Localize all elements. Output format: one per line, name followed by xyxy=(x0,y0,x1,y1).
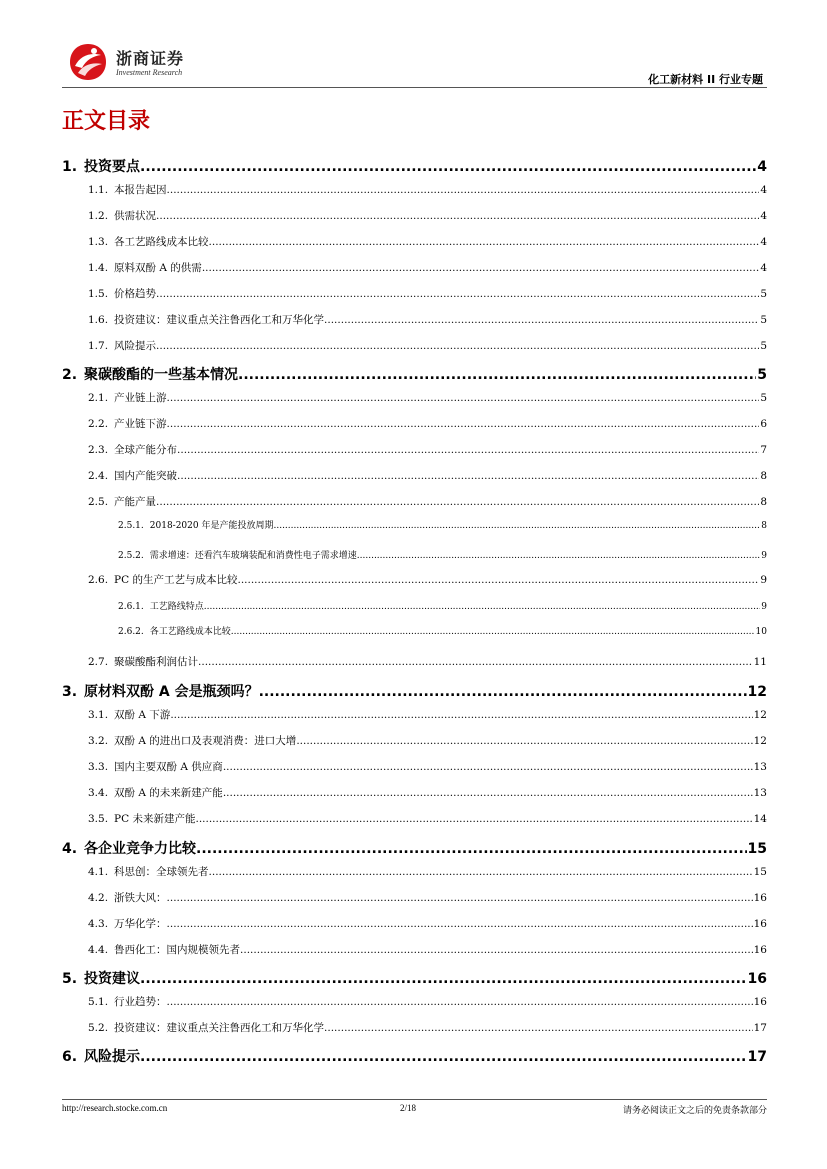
toc-entry[interactable] xyxy=(62,442,767,457)
toc-entry-label: 投资建议：建议重点关注鲁西化工和万华化学 xyxy=(114,1022,325,1034)
toc-entry-number: 1. xyxy=(62,159,78,175)
toc-leader-dots xyxy=(156,496,759,508)
toc-entry-page: 4 xyxy=(760,184,767,196)
toc-entry-label: 工艺路线特点 xyxy=(149,602,204,612)
toc-leader-dots xyxy=(156,340,759,352)
toc-leader-dots xyxy=(273,521,760,531)
toc-entry-page: 12 xyxy=(753,735,767,747)
toc-entry[interactable] xyxy=(62,681,767,701)
toc-entry-number: 3.2. xyxy=(88,735,109,747)
toc-entry-number: 4. xyxy=(62,841,78,857)
page-number: 2/18 xyxy=(400,1103,417,1113)
footer-url[interactable]: http://research.stocke.com.cn xyxy=(62,1103,168,1113)
toc-leader-dots xyxy=(167,418,760,430)
toc-entry[interactable] xyxy=(62,518,767,531)
toc-entry-number: 3.1. xyxy=(88,709,109,721)
toc-entry-number: 3.4. xyxy=(88,787,109,799)
toc-entry-number: 2.5.1. xyxy=(118,521,144,531)
toc-entry[interactable] xyxy=(62,890,767,905)
toc-leader-dots xyxy=(324,314,759,326)
toc-entry-number: 2.5.2. xyxy=(118,551,144,561)
toc-entry-number: 3.3. xyxy=(88,761,109,773)
toc-entry-page: 12 xyxy=(753,709,767,721)
toc-entry[interactable] xyxy=(62,864,767,879)
toc-entry[interactable] xyxy=(62,234,767,249)
toc-entry-number: 4.1. xyxy=(88,866,109,878)
toc-leader-dots xyxy=(198,656,753,668)
toc-entry-page: 9 xyxy=(760,574,767,586)
toc-entry-label: 国内产能突破 xyxy=(114,470,178,482)
toc-entry-number: 1.5. xyxy=(88,288,109,300)
toc-entry-label: 各工艺路线成本比较 xyxy=(114,236,209,248)
toc-leader-dots xyxy=(140,1049,747,1065)
toc-entry[interactable] xyxy=(62,733,767,748)
toc-leader-dots xyxy=(296,735,752,747)
toc-leader-dots xyxy=(204,602,760,612)
toc-entry-label: 产业链上游 xyxy=(114,392,167,404)
toc-entry-page: 17 xyxy=(753,1022,767,1034)
toc-entry-label: 聚碳酸酯的一些基本情况 xyxy=(84,367,238,383)
toc-entry[interactable] xyxy=(62,785,767,800)
toc-entry[interactable] xyxy=(62,942,767,957)
toc-entry-label: 投资建议：建议重点关注鲁西化工和万华化学 xyxy=(114,314,325,326)
toc-entry-label: 浙铁大风： xyxy=(114,892,167,904)
toc-entry-number: 5. xyxy=(62,971,78,987)
toc-entry-number: 2. xyxy=(62,367,78,383)
toc-entry-number: 1.7. xyxy=(88,340,109,352)
toc-leader-dots xyxy=(324,1022,753,1034)
toc-leader-dots xyxy=(140,159,756,175)
toc-entry-number: 4.3. xyxy=(88,918,109,930)
toc-entry-number: 4.4. xyxy=(88,944,109,956)
toc-leader-dots xyxy=(223,761,753,773)
toc-entry[interactable] xyxy=(62,759,767,774)
toc-leader-dots xyxy=(167,184,760,196)
toc-entry[interactable] xyxy=(62,494,767,509)
toc-entry-number: 2.6. xyxy=(88,574,109,586)
toc-entry-page: 4 xyxy=(760,236,767,248)
toc-leader-dots xyxy=(209,866,753,878)
toc-entry-label: 产能产量 xyxy=(114,496,157,508)
toc-entry-label: 需求增速：还看汽车玻璃装配和消费性电子需求增速 xyxy=(149,551,357,561)
toc-entry[interactable] xyxy=(62,968,767,988)
toc-leader-dots xyxy=(238,367,756,383)
footer-disclaimer: 请务必阅读正文之后的免责条款部分 xyxy=(622,1106,767,1116)
toc-entry-page: 5 xyxy=(757,367,767,383)
brand-subtitle: Investment Research xyxy=(116,68,183,77)
toc-entry-label: 双酚 A 下游 xyxy=(114,709,171,721)
toc-leader-dots xyxy=(177,444,759,456)
toc-entry[interactable] xyxy=(62,182,767,197)
toc-leader-dots xyxy=(259,684,747,700)
toc-entry-page: 13 xyxy=(753,761,767,773)
toc-entry-label: 价格趋势 xyxy=(114,288,157,300)
toc-entry-page: 5 xyxy=(760,340,767,352)
toc-entry[interactable] xyxy=(62,548,767,561)
toc-entry-label: 鲁西化工：国内规模领先者 xyxy=(114,944,241,956)
toc-leader-dots xyxy=(196,841,747,857)
toc-entry-number: 1.2. xyxy=(88,210,109,222)
toc-leader-dots xyxy=(240,944,753,956)
toc-entry-label: 原料双酚 A 的供需 xyxy=(114,262,202,274)
toc-leader-dots xyxy=(177,470,759,482)
toc-entry[interactable] xyxy=(62,312,767,327)
toc-leader-dots xyxy=(237,574,759,586)
toc-entry-number: 5.1. xyxy=(88,996,109,1008)
toc-entry[interactable] xyxy=(62,1046,767,1066)
toc-entry-number: 2.4. xyxy=(88,470,109,482)
zheshang-logo-icon xyxy=(68,42,108,82)
toc-entry-label: 各企业竞争力比较 xyxy=(84,841,196,857)
toc-entry-number: 6. xyxy=(62,1049,78,1065)
toc-entry-number: 4.2. xyxy=(88,892,109,904)
toc-entry-page: 12 xyxy=(747,684,767,700)
toc-entry-number: 1.6. xyxy=(88,314,109,326)
toc-entry-label: 产业链下游 xyxy=(114,418,167,430)
toc-entry-number: 2.7. xyxy=(88,656,109,668)
toc-entry[interactable] xyxy=(62,260,767,275)
toc-entry-number: 1.1. xyxy=(88,184,109,196)
toc-entry-page: 17 xyxy=(747,1049,767,1065)
toc-entry-number: 2.1. xyxy=(88,392,109,404)
toc-entry[interactable] xyxy=(62,468,767,483)
toc-entry-number: 3. xyxy=(62,684,78,700)
toc-leader-dots xyxy=(167,892,753,904)
toc-entry-label: 风险提示 xyxy=(114,340,157,352)
toc-entry[interactable] xyxy=(62,338,767,353)
toc-entry-page: 4 xyxy=(760,210,767,222)
brand-name: 浙商证券 xyxy=(116,49,185,68)
toc-entry-page: 5 xyxy=(760,288,767,300)
toc-entry-label: 聚碳酸酯利润估计 xyxy=(114,656,199,668)
toc-leader-dots xyxy=(167,996,753,1008)
toc-leader-dots xyxy=(140,971,747,987)
footer-divider xyxy=(62,1099,767,1100)
toc-entry[interactable] xyxy=(62,838,767,858)
toc-entry[interactable] xyxy=(62,156,767,176)
toc-entry-number: 3.5. xyxy=(88,813,109,825)
toc-entry[interactable] xyxy=(62,208,767,223)
toc-entry-page: 9 xyxy=(761,551,767,561)
toc-entry-label: 科思创：全球领先者 xyxy=(114,866,209,878)
toc-leader-dots xyxy=(156,288,759,300)
toc-entry-label: 本报告起因 xyxy=(114,184,167,196)
toc-entry-number: 2.6.2. xyxy=(118,627,144,637)
toc-entry-page: 9 xyxy=(761,602,767,612)
toc-entry-page: 16 xyxy=(753,944,767,956)
toc-entry-page: 16 xyxy=(753,996,767,1008)
header-divider xyxy=(62,87,767,88)
toc-entry[interactable] xyxy=(62,624,767,637)
toc-entry-page: 15 xyxy=(753,866,767,878)
toc-entry-page: 5 xyxy=(760,314,767,326)
toc-entry-page: 16 xyxy=(753,892,767,904)
toc-entry[interactable] xyxy=(62,654,767,669)
toc-entry-label: 双酚 A 的进出口及表观消费：进口大增 xyxy=(114,735,297,747)
toc-entry-page: 6 xyxy=(760,418,767,430)
toc-leader-dots xyxy=(170,709,752,721)
toc-entry[interactable] xyxy=(62,364,767,384)
toc-entry[interactable] xyxy=(62,1020,767,1035)
toc-entry-label: 投资建议 xyxy=(84,971,140,987)
toc-leader-dots xyxy=(202,262,760,274)
toc-entry[interactable] xyxy=(62,916,767,931)
page-header xyxy=(62,38,767,88)
toc-entry-number: 2.3. xyxy=(88,444,109,456)
toc-entry[interactable] xyxy=(62,390,767,405)
toc-entry-page: 10 xyxy=(755,627,767,637)
toc-leader-dots xyxy=(195,813,752,825)
page-title: 正文目录 xyxy=(62,109,151,134)
toc-entry[interactable] xyxy=(62,599,767,612)
toc-entry-number: 1.3. xyxy=(88,236,109,248)
toc-leader-dots xyxy=(167,918,753,930)
toc-entry[interactable] xyxy=(62,707,767,722)
toc-entry-label: 双酚 A 的未来新建产能 xyxy=(114,787,223,799)
toc-entry-page: 7 xyxy=(760,444,767,456)
toc-entry-label: 国内主要双酚 A 供应商 xyxy=(114,761,223,773)
toc-leader-dots xyxy=(209,236,760,248)
toc-entry-page: 8 xyxy=(760,470,767,482)
toc-entry-label: 风险提示 xyxy=(84,1049,140,1065)
toc-leader-dots xyxy=(357,551,760,561)
toc-entry-number: 2.6.1. xyxy=(118,602,144,612)
toc-entry[interactable] xyxy=(62,994,767,1009)
toc-leader-dots xyxy=(223,787,753,799)
toc-entry-page: 8 xyxy=(760,496,767,508)
toc-entry-label: 供需状况 xyxy=(114,210,157,222)
toc-entry-number: 5.2. xyxy=(88,1022,109,1034)
toc-entry-page: 16 xyxy=(753,918,767,930)
toc-entry-label: 行业趋势： xyxy=(114,996,167,1008)
toc-entry[interactable] xyxy=(62,286,767,301)
toc-entry-page: 4 xyxy=(760,262,767,274)
toc-entry-label: 各工艺路线成本比较 xyxy=(149,627,231,637)
toc-entry-page: 4 xyxy=(757,159,767,175)
toc-entry-label: 万华化学： xyxy=(114,918,167,930)
toc-entry-page: 15 xyxy=(747,841,767,857)
toc-entry-page: 14 xyxy=(753,813,767,825)
toc-entry-number: 1.4. xyxy=(88,262,109,274)
toc-entry-page: 8 xyxy=(761,521,767,531)
toc-entry[interactable] xyxy=(62,416,767,431)
toc-entry-page: 16 xyxy=(747,971,767,987)
toc-entry-number: 2.5. xyxy=(88,496,109,508)
toc-entry-label: 2018-2020 年是产能投放周期 xyxy=(149,521,274,531)
toc-leader-dots xyxy=(231,627,755,637)
toc-entry[interactable] xyxy=(62,572,767,587)
toc-entry-number: 2.2. xyxy=(88,418,109,430)
toc-entry-page: 5 xyxy=(760,392,767,404)
toc-entry-label: PC 的生产工艺与成本比较 xyxy=(114,574,238,586)
toc-entry-label: PC 未来新建产能 xyxy=(114,813,196,825)
toc-leader-dots xyxy=(156,210,759,222)
toc-entry-label: 投资要点 xyxy=(84,159,140,175)
toc-entry-label: 全球产能分布 xyxy=(114,444,178,456)
toc-entry[interactable] xyxy=(62,811,767,826)
toc-leader-dots xyxy=(167,392,760,404)
toc-entry-label: 原材料双酚 A 会是瓶颈吗？ xyxy=(84,684,259,700)
toc-entry-page: 11 xyxy=(753,656,767,668)
report-type: 化工新材料 II 行业专题 xyxy=(648,73,763,86)
toc-entry-page: 13 xyxy=(753,787,767,799)
